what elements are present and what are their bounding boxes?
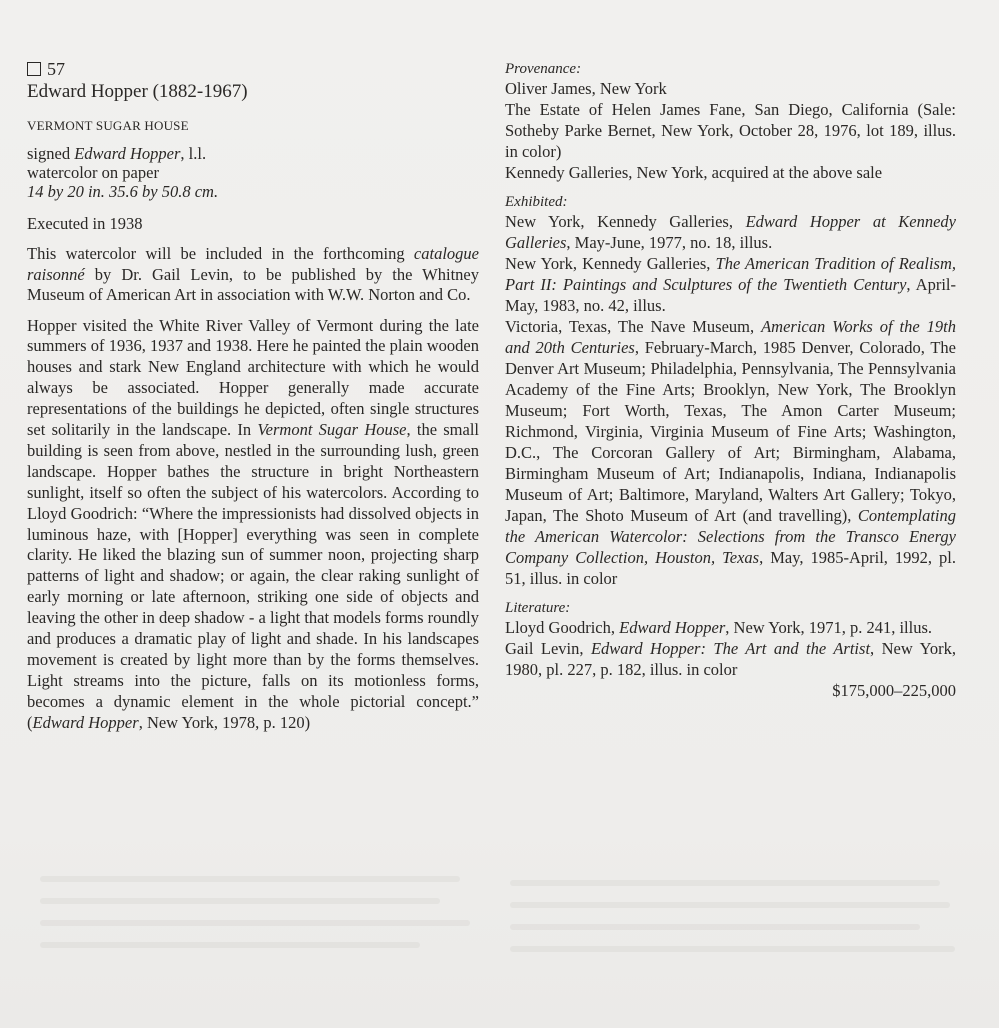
exhibition-text: , April-May, 1983, no. 42, illus. (505, 275, 956, 315)
exhibition-title: The American Tradition of Realism, Part II: Paintings and Sculptures of the Twentieth Century (505, 254, 957, 294)
exhibition-title: Contemplating the American Watercolor: Selections from the Transco Energy Company Collection, Houston, Texas (505, 506, 956, 567)
literature-text: Lloyd Goodrich, (505, 618, 620, 637)
catalogue-note-text: by Dr. Gail Levin, to be published by the Whitney Museum of American Art in association with W.W. Norton and Co. (27, 264, 479, 304)
provenance-section (505, 60, 956, 183)
catalogue-note-italic: catalogue raisonné (27, 244, 479, 284)
literature-heading: Literature: (505, 600, 571, 616)
exhibited-heading: Exhibited: (505, 194, 568, 210)
estimate: $175,000–225,000 (832, 681, 956, 700)
exhibition-text: , May, 1985-April, 1992, pl. 51, illus. in color (505, 548, 956, 588)
signature-line (27, 144, 479, 163)
show-through-mark (510, 924, 920, 930)
execution-date: Executed in 1938 (27, 214, 143, 233)
right-column (505, 60, 956, 711)
literature-entry (505, 617, 956, 638)
exhibition-entry (505, 253, 956, 316)
show-through-mark (510, 902, 950, 908)
essay-text: Hopper visited the White River Valley of Vermont during the late summers of 1936, 1937 and 1938. Here he painted the plain wooden houses and stark New England architecture with which he would always be associated. Hopper generally made accurate representations of the buildings he depicted, often single structures set solitarily in the landscape. In (27, 315, 479, 440)
essay-italic: Edward Hopper (32, 712, 139, 732)
artwork-title: VERMONT SUGAR HOUSE (27, 118, 189, 133)
provenance-entry: Oliver James, New York (505, 79, 667, 98)
exhibition-text: New York, Kennedy Galleries, (505, 254, 716, 273)
literature-text: , New York, 1971, p. 241, illus. (725, 618, 933, 637)
literature-title: Edward Hopper (619, 618, 726, 637)
exhibition-text: , May-June, 1977, no. 18, illus. (566, 233, 773, 252)
artist-name: Edward Hopper (1882-1967) (27, 81, 248, 102)
exhibition-text: , February-March, 1985 Denver, Colorado, The Denver Art Museum; Philadelphia, Pennsylvania, The Pennsylvania Academy of the Fine Arts; Brooklyn, New York, The Brooklyn Museum; Fort Worth, Texas, The Amon Carter Museum; Richmond, Virginia, Virginia Museum of Fine Arts; Washington, D.C., The Corcoran Gallery of Art; Birmingham, Alabama, Birmingham Museum of Art; Indianapolis, Indiana, Indianapolis Museum of Art; Baltimore, Maryland, Walters Art Gallery; Tokyo, Japan, The Shoto Museum of Art (and travelling), (505, 338, 956, 525)
lot-number-text: 57 (47, 59, 65, 79)
essay-text: , New York, 1978, p. 120) (138, 712, 311, 732)
provenance-entry: The Estate of Helen James Fane, San Diego, California (Sale: Sotheby Parke Bernet, New York, October 28, 1976, lot 189, illus. in color) (505, 100, 956, 161)
exhibition-title: American Works of the 19th and 20th Centuries (505, 317, 957, 357)
exhibition-title: Edward Hopper at Kennedy Galleries (505, 212, 956, 252)
signature: Edward Hopper (74, 144, 181, 163)
literature-section (505, 599, 956, 701)
show-through-mark (510, 880, 940, 886)
exhibition-text: New York, Kennedy Galleries, (505, 212, 746, 231)
provenance-heading: Provenance: (505, 61, 582, 77)
medium: watercolor on paper (27, 163, 159, 182)
literature-text: , New York, 1980, pl. 227, p. 182, illus. in color (505, 639, 956, 679)
checkbox-square-icon (27, 62, 41, 76)
exhibited-section (505, 193, 956, 589)
left-column (27, 58, 479, 734)
provenance-entry: Kennedy Galleries, New York, acquired at the above sale (505, 163, 883, 182)
exhibition-entry (505, 316, 956, 589)
show-through-mark (40, 876, 460, 882)
literature-entry (505, 638, 956, 680)
show-through-mark (40, 920, 470, 926)
catalogue-note (27, 244, 479, 306)
dimensions: 14 by 20 in. 35.6 by 50.8 cm. (27, 182, 219, 201)
exhibition-entry (505, 211, 956, 253)
artwork-details (27, 144, 479, 201)
literature-text: Gail Levin, (505, 639, 591, 658)
essay-text: , the small building is seen from above, nestled in the surrounding lush, green landscape. Hopper bathes the structure in bright Northeastern sunlight, itself so often the subject of his watercolors. According to Lloyd Goodrich: “Where the impressionists had dissolved objects in luminous haze, with [Hopper] everything was seen in complete clarity. He liked the blazing sun of summer noon, projecting sharp patterns of light and shadow; or again, the clear raking sunlight of early morning or late afternoon, striking one side of objects and leaving the other in deep shadow - a light that models forms roundly and produces a dramatic play of light and shade. In his landscapes movement is created by light more than by the forms themselves. Light streams into the picture, falls on its motionless forms, becomes a dynamic element in the whole pictorial concept.” ( (27, 420, 480, 732)
exhibition-text: Victoria, Texas, The Nave Museum, (505, 317, 762, 336)
show-through-mark (510, 946, 955, 952)
signed-prefix: signed (27, 144, 75, 163)
essay-italic: Vermont Sugar House (257, 420, 407, 440)
lot-number (27, 58, 479, 80)
essay (27, 316, 479, 734)
signed-suffix: , l.l. (180, 144, 207, 163)
catalogue-note-text: This watercolor will be included in the forthcoming (27, 244, 414, 263)
show-through-mark (40, 942, 420, 948)
literature-title: Edward Hopper: The Art and the Artist (590, 639, 871, 658)
show-through-mark (40, 898, 440, 904)
